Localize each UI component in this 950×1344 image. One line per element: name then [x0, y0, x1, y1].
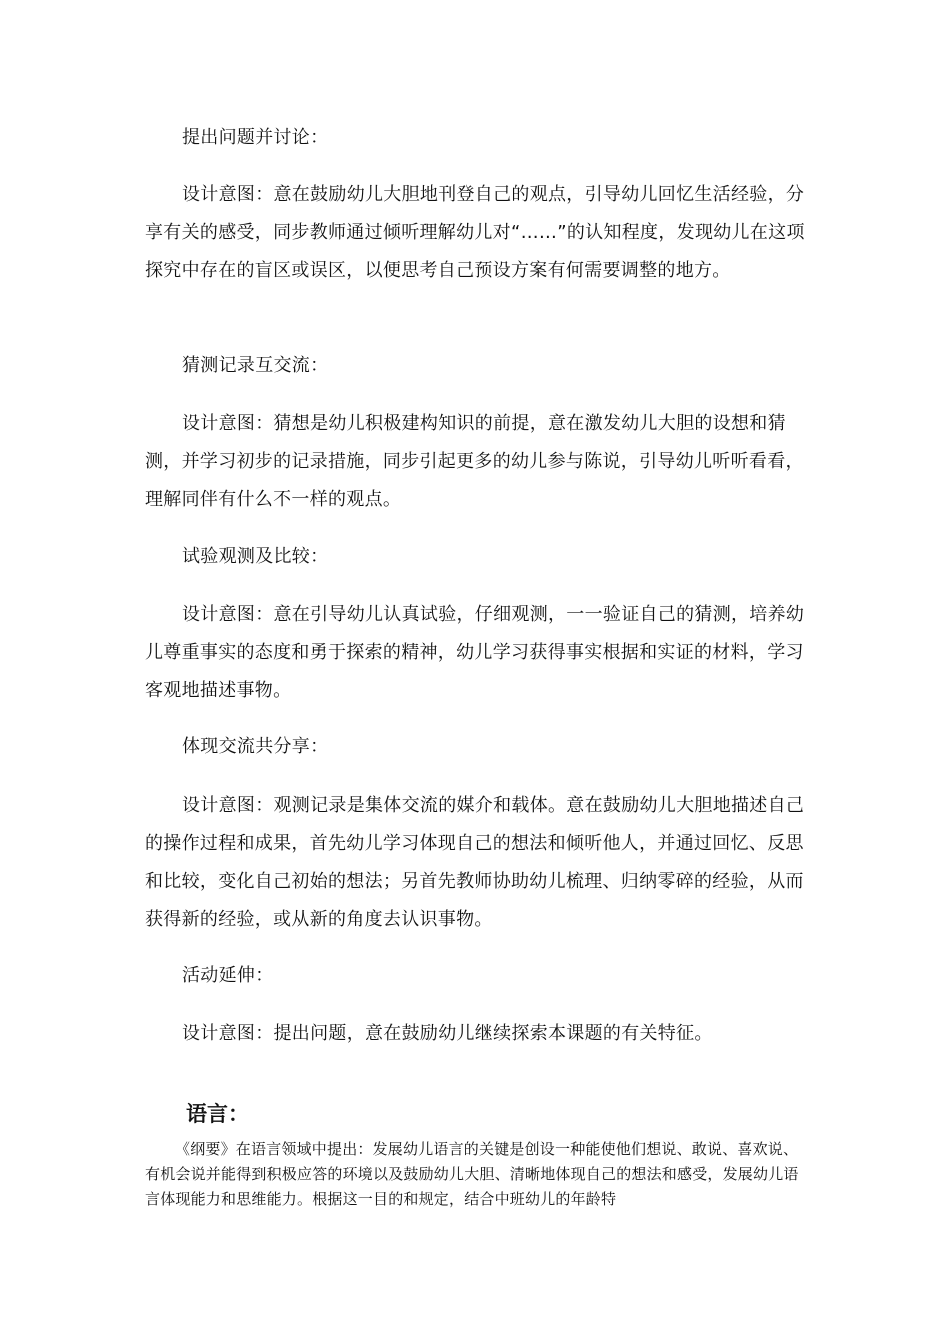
paragraph-design-intent-5: 设计意图：提出问题，意在鼓励幼儿继续探索本课题的有关特征。 — [182, 1023, 713, 1044]
heading-activity-extension: 活动延伸： — [182, 965, 274, 986]
paragraph-design-intent-2: 设计意图：猜想是幼儿积极建构知识的前提，意在激发幼儿大胆的设想和猜测，并学习初步的记录措施，同步引起更多的幼儿参与陈说，引导幼儿听听看看，理解同伴有什么不一样的观点。 — [145, 413, 804, 510]
section-title-language: 语言： — [186, 1101, 249, 1126]
heading-experiment-observe: 试验观测及比较： — [182, 546, 329, 567]
heading-share: 体现交流共分享： — [182, 736, 329, 757]
heading-raise-question: 提出问题并讨论： — [182, 127, 329, 148]
paragraph-design-intent-3: 设计意图：意在引导幼儿认真试验，仔细观测，一一验证自己的猜测，培养幼儿尊重事实的态度和勇于探索的精神，幼儿学习获得事实根据和实证的材料，学习客观地描述事物。 — [145, 604, 805, 701]
paragraph-design-intent-1: 设计意图：意在鼓励幼儿大胆地刊登自己的观点，引导幼儿回忆生活经验，分享有关的感受，同步教师通过倾听理解幼儿对“……”的认知程度，发现幼儿在这项探究中存在的盲区或误区，以便思考自己预设方案有何需要调整的地方。 — [145, 184, 805, 281]
paragraph-design-intent-4: 设计意图：观测记录是集体交流的媒介和载体。意在鼓励幼儿大胆地描述自己的操作过程和成果，首先幼儿学习体现自己的想法和倾听他人，并通过回忆、反思和比较，变化自己初始的想法；另首先教师协助幼儿梳理、归纳零碎的经验，从而获得新的经验，或从新的角度去认识事物。 — [145, 795, 805, 930]
heading-guess-record: 猜测记录互交流： — [182, 355, 329, 376]
paragraph-language-outline: 《纲要》在语言领域中提出：发展幼儿语言的关键是创设一种能使他们想说、敢说、喜欢说、有机会说并能得到积极应答的环境以及鼓励幼儿大胆、清晰地体现自己的想法和感受，发展幼儿语言体现能力和思维能力。根据这一目的和规定，结合中班幼儿的年龄特 — [145, 1140, 799, 1208]
